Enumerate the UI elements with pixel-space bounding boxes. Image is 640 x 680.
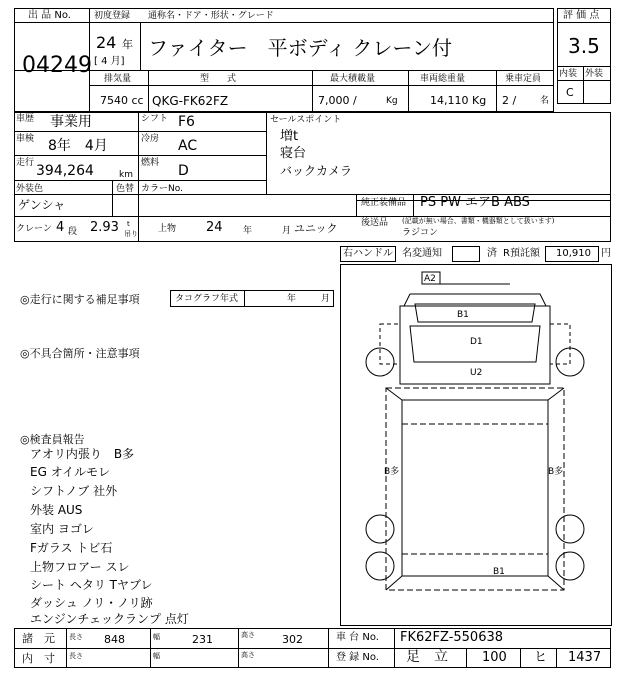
name-change-box <box>452 246 480 262</box>
body-month-unit: 月 <box>282 226 292 236</box>
recycle-status: 済 <box>487 248 497 259</box>
length-label: 長さ <box>69 633 83 641</box>
recycle-unit: 円 <box>601 248 611 259</box>
color-no-label: カラーNo. <box>141 184 183 194</box>
inspector-line: アオリ内張り B多 <box>30 447 135 461</box>
tachograph-month: 月 <box>321 294 331 304</box>
displacement-label: 排気量 <box>104 74 132 84</box>
inspector-report-label: ◎検査員報告 <box>20 433 85 446</box>
diagram-mark-a2: A2 <box>424 274 436 284</box>
diagram-mark-b1-front: B1 <box>457 310 469 320</box>
driving-notes-label: ◎走行に関する補足事項 <box>20 293 140 306</box>
inspector-line: 上物フロアー スレ <box>30 560 130 574</box>
genuine-equipment: PS PW エアB ABS <box>420 195 530 210</box>
registration-area: 足 立 <box>406 649 448 665</box>
grade-label: 評 価 点 <box>563 10 600 21</box>
crane-label: クレーン <box>16 224 52 234</box>
shift-label: シフト <box>141 114 169 124</box>
aftermarket-note: (記載が無い場合、書類・機器類として扱います) <box>402 217 555 225</box>
crane-capacity-unit: t <box>127 220 130 228</box>
first-reg-year-unit: 年 <box>122 38 133 51</box>
inspector-line: シフトノブ 社外 <box>30 484 118 498</box>
diagram-mark-b-left: B多 <box>384 467 400 477</box>
aftermarket-items: ラジコン <box>402 228 439 238</box>
lot-label: 出 品 No. <box>28 10 71 21</box>
inspector-line: ダッシュ ノリ・ノリ跡 <box>30 596 153 610</box>
width: 231 <box>192 633 213 646</box>
sales-point-2: 寝台 <box>280 146 307 161</box>
model-code: QKG-FK62FZ <box>152 94 229 108</box>
overall-grade: 3.5 <box>568 34 600 58</box>
inspector-line: エンジンチェックランプ 点灯 <box>30 612 189 626</box>
steering: 右ハンドル <box>343 248 393 259</box>
sales-point-3: バックカメラ <box>280 164 353 178</box>
diagram-mark-b-right: B多 <box>548 467 564 477</box>
body-label: 上物 <box>158 224 177 234</box>
inspector-line: 外装 AUS <box>30 503 83 517</box>
exterior-grade-label: 外装 <box>585 69 604 79</box>
recycle-label: R預託額 <box>503 248 540 259</box>
first-reg-label: 初度登録 <box>94 11 131 21</box>
registration-label: 登 録 No. <box>336 652 379 663</box>
inspector-line: シート ヘタリ Tヤブレ <box>30 578 153 592</box>
aircon-label: 冷房 <box>141 134 160 144</box>
fuel-label: 燃料 <box>141 158 160 168</box>
body-maker: ユニック <box>294 222 338 235</box>
crane-stages-unit: 段 <box>68 227 78 237</box>
capacity-label: 乗車定員 <box>505 74 542 84</box>
model-name: ファイター 平ボディ クレーン付 <box>148 36 452 60</box>
model-code-label: 型 式 <box>200 74 237 84</box>
diagram-mark-u2: U2 <box>470 368 483 378</box>
chassis-number: FK62FZ-550638 <box>400 630 504 645</box>
body-year: 24 <box>206 220 223 235</box>
inner-height-label: 高さ <box>241 651 255 659</box>
lot-number: 04249 <box>22 53 92 78</box>
height: 302 <box>282 633 303 646</box>
inner-dims-label: 内 寸 <box>22 652 55 665</box>
crane-stages: 4 <box>56 220 65 235</box>
color: ゲンシャ <box>18 198 66 212</box>
first-reg-year: 24 <box>96 33 117 52</box>
color-change-label: 色替 <box>116 184 135 194</box>
body-year-unit: 年 <box>243 226 253 236</box>
tachograph-year: 年 <box>287 294 297 304</box>
max-load-label: 最大積載量 <box>330 74 376 84</box>
width-label: 幅 <box>153 633 160 641</box>
history: 事業用 <box>50 114 92 130</box>
color-label: 外装色 <box>16 184 44 194</box>
diagram-mark-d1: D1 <box>470 337 483 347</box>
mileage-label: 走行 <box>16 158 35 168</box>
inspector-line: 室内 ヨゴレ <box>30 522 94 536</box>
genuine-equipment-label: 純正装備品 <box>361 198 407 208</box>
specs-row-label: 諸 元 <box>22 632 55 645</box>
length: 848 <box>104 633 125 646</box>
registration-number: 1437 <box>568 650 602 665</box>
aftermarket-label: 後送品 <box>361 218 389 228</box>
capacity-unit: 名 <box>540 96 550 106</box>
sales-point-1: 増t <box>280 129 299 144</box>
registration-class: 100 <box>482 650 507 665</box>
inspector-line: Fガラス トビ石 <box>30 541 113 555</box>
aircon: AC <box>178 138 198 154</box>
history-label: 車歴 <box>16 114 35 124</box>
crane-capacity-unit2: 吊り <box>124 230 138 238</box>
gross-weight: 14,110 Kg <box>430 94 487 107</box>
inner-length-label: 長さ <box>69 652 83 660</box>
tachograph-label: タコグラフ年式 <box>175 294 239 304</box>
mileage: 394,264 <box>36 163 94 179</box>
name-change-label: 名変通知 <box>402 248 442 259</box>
truck-diagram <box>340 264 612 626</box>
inspector-line: EG オイルモレ <box>30 465 111 479</box>
max-load-unit: Kg <box>386 96 398 106</box>
inner-width-label: 幅 <box>153 652 160 660</box>
diagram-mark-b1-rear: B1 <box>493 567 505 577</box>
interior-grade-label: 内装 <box>559 69 578 79</box>
gross-weight-label: 車両総重量 <box>420 74 466 84</box>
shift: F6 <box>178 114 195 130</box>
displacement: 7540 cc <box>100 94 144 107</box>
capacity: 2 / <box>502 94 517 107</box>
defects-label: ◎不具合箇所・注意事項 <box>20 347 140 360</box>
registration-kana: ヒ <box>534 650 548 665</box>
inspection: 8年 4月 <box>48 138 108 154</box>
recycle-amount: 10,910 <box>556 248 591 259</box>
mileage-unit: km <box>119 170 133 180</box>
model-name-label: 通称名・ドア・形状・グレード <box>148 11 274 21</box>
inspection-label: 車検 <box>16 134 35 144</box>
chassis-label: 車 台 No. <box>336 632 379 643</box>
height-label: 高さ <box>241 631 255 639</box>
max-load: 7,000 / <box>318 94 357 107</box>
first-reg-month: [ 4 月] <box>94 56 125 67</box>
sales-points-label: セールスポイント <box>270 115 342 125</box>
crane-capacity: 2.93 <box>90 220 119 235</box>
fuel: D <box>178 163 189 179</box>
interior-grade: C <box>566 86 574 99</box>
